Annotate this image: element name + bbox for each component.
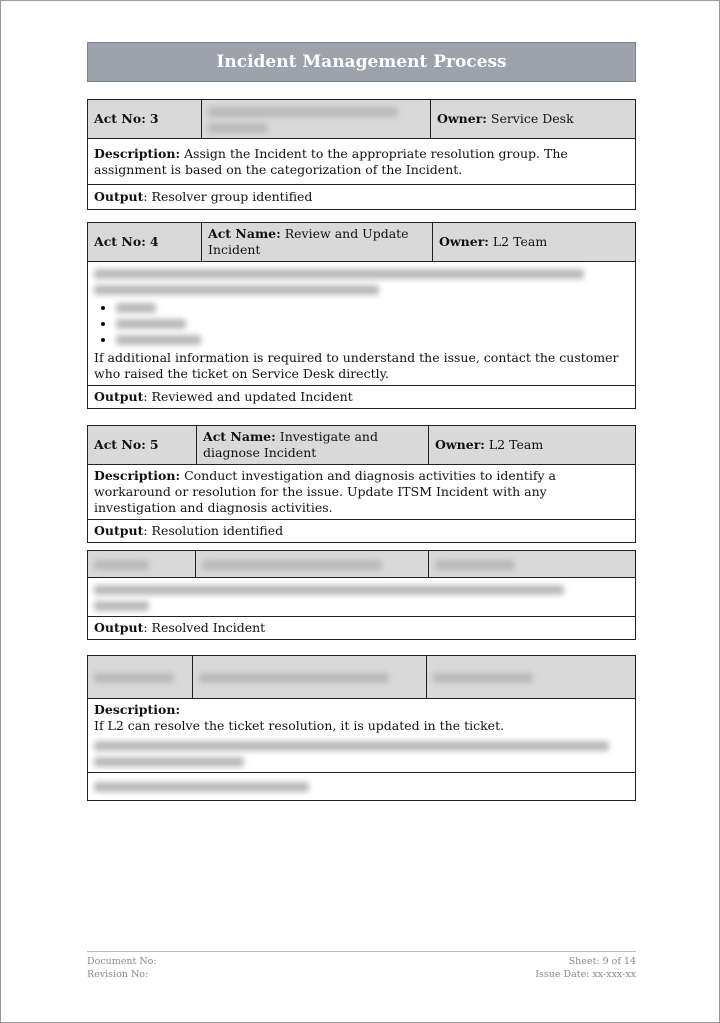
act-name-cell: Act Name: Investigate and diagnose Incident	[197, 426, 429, 465]
revision-number: Revision No:	[87, 969, 149, 980]
redacted-text	[94, 737, 629, 769]
act-name-cell: Act Name: Review and Update Incident	[202, 223, 433, 262]
output-cell: Output: Reviewed and updated Incident	[88, 386, 636, 409]
redacted-list	[116, 300, 629, 348]
owner-cell: Owner: L2 Team	[433, 223, 636, 262]
owner-cell-redacted	[427, 656, 636, 699]
owner-cell: Owner: Service Desk	[431, 100, 636, 139]
activity-table-act-5	[87, 425, 636, 543]
act-number-cell-redacted	[88, 656, 193, 699]
activity-table-act-4	[87, 222, 636, 409]
description-cell: Description: Conduct investigation and diagnosis activities to identify a workaround or resolution for the issue. Update ITSM Incident with any investigation and diagnosis activities.	[88, 465, 636, 520]
act-number-cell: Act No: 3	[88, 100, 202, 139]
output-cell: Output: Resolver group identified	[88, 185, 636, 210]
act-number-cell-redacted	[88, 551, 196, 578]
description-cell-redacted	[88, 578, 636, 617]
act-name-cell-redacted	[196, 551, 429, 578]
owner-cell-redacted	[429, 551, 636, 578]
issue-date: Issue Date: xx-xxx-xx	[535, 969, 636, 980]
list-item	[116, 332, 629, 348]
act-number-cell: Act No: 4	[88, 223, 202, 262]
act-name-cell-redacted	[193, 656, 427, 699]
activity-table-redacted-2	[87, 655, 636, 801]
output-cell: Output: Resolved Incident	[88, 617, 636, 640]
output-cell-redacted	[88, 773, 636, 801]
owner-cell: Owner: L2 Team	[429, 426, 636, 465]
act-name-cell-redacted	[202, 100, 431, 139]
act-number-cell: Act No: 5	[88, 426, 197, 465]
description-cell: Description: If L2 can resolve the ticket resolution, it is updated in the ticket.	[88, 699, 636, 773]
document-number: Document No:	[87, 956, 157, 967]
page-title: Incident Management Process	[87, 42, 636, 82]
page-footer	[87, 951, 636, 981]
activity-table-act-3	[87, 99, 636, 210]
description-cell: • • • If additional information is required to understand the issue, contact the customer who raised the ticket on Service Desk directly.	[88, 262, 636, 386]
output-cell: Output: Resolution identified	[88, 520, 636, 543]
activity-table-redacted-1	[87, 550, 636, 640]
redacted-description	[94, 266, 629, 298]
description-cell: Description: Assign the Incident to the appropriate resolution group. The assignment is based on the categorization of the Incident.	[88, 139, 636, 185]
sheet-number: Sheet: 9 of 14	[568, 956, 636, 967]
list-item	[116, 300, 629, 316]
list-item	[116, 316, 629, 332]
